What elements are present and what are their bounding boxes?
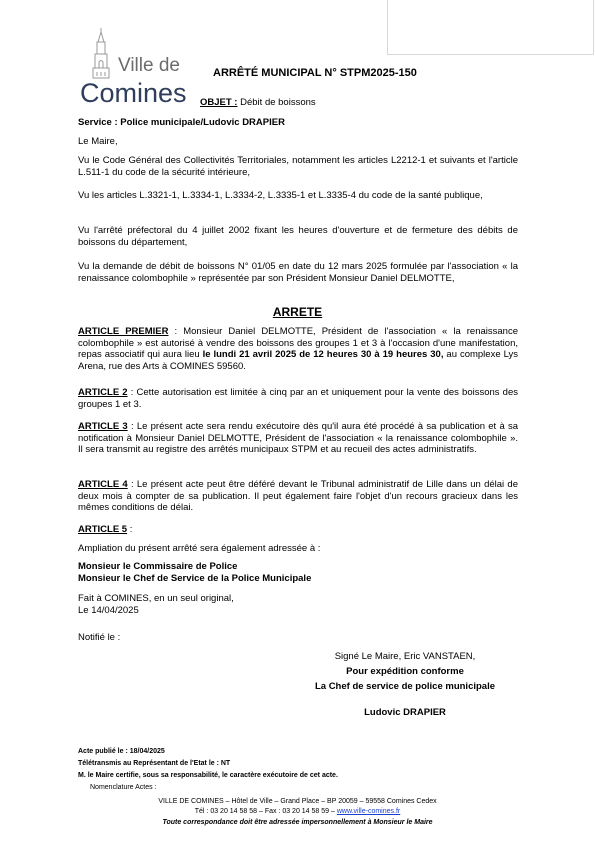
le-maire: Le Maire, <box>78 136 118 147</box>
article-5 <box>78 524 518 536</box>
vu-paragraph-2: Vu les articles L.3321-1, L.3334-1, L.3334-2, L.3335-1 et L.3335-4 du code de la santé publique, <box>78 190 483 201</box>
objet-line <box>200 97 316 108</box>
article-1-label: ARTICLE PREMIER <box>78 326 169 337</box>
article-1-text: : Monsieur Daniel DELMOTTE, Président de l'association « la renaissance colombophile » est autorisé à vendre des boissons des groupes 1 et 3 à l'occasion d'une manifestation, repas associatif qui aura lieu <box>78 326 518 360</box>
article-2 <box>78 387 518 410</box>
logo-text-comines: Comines <box>80 78 187 108</box>
objet-text: Débit de boissons <box>237 97 316 108</box>
signature-block <box>300 649 510 720</box>
ampliation-text: Ampliation du présent arrêté sera également adressée à : <box>78 543 321 554</box>
article-2-text: : Cette autorisation est limitée à cinq par an et uniquement pour la vente des boissons des groupes 1 et 3. <box>78 387 518 410</box>
service-line: Service : Police municipale/Ludovic DRAPIER <box>78 117 285 128</box>
article-1-place: au complexe Lys Arena, rue des Arts à COMINES 59560. <box>78 349 518 372</box>
acte-info-1: Acte publié le : 18/04/2025 <box>78 748 165 755</box>
signature-name: Ludovic DRAPIER <box>364 707 446 718</box>
recipient-1: Monsieur le Commissaire de Police <box>78 561 238 572</box>
vu-paragraph-1: Vu le Code Général des Collectivités Territoriales, notamment les articles L2212-1 et suivants et l'article L.511-1 du code de la sécurité intérieure, <box>78 155 518 178</box>
website-link[interactable]: www.ville-comines.fr <box>336 808 401 815</box>
article-5-text: : <box>127 524 133 535</box>
article-4-label: ARTICLE 4 <box>78 479 128 490</box>
article-4-text: : Le présent acte peut être déféré devant le Tribunal administratif de Lille dans un délai de deux mois à compter de sa publication. Il peut également faire l'objet d'un recours gracieux dans les mêmes conditions de délai. <box>78 479 518 513</box>
fait-date: Le 14/04/2025 <box>78 605 139 616</box>
article-3 <box>78 421 518 456</box>
article-1 <box>78 326 518 372</box>
footer-phone: Tél : 03 20 14 58 58 – Fax : 03 20 14 58 59 – <box>194 808 337 815</box>
article-3-label: ARTICLE 3 <box>78 421 128 432</box>
stamp-box <box>387 0 594 55</box>
vu-paragraph-3: Vu l'arrêté préfectoral du 4 juillet 2002 fixant les heures d'ouverture et de fermeture des débits de boissons du département, <box>78 225 518 248</box>
arrete-heading: ARRETE <box>272 305 323 319</box>
article-2-label: ARTICLE 2 <box>78 387 128 398</box>
footer-line-2 <box>0 807 595 817</box>
document-title: ARRÊTÉ MUNICIPAL N° STPM2025-150 <box>213 67 417 79</box>
vu-paragraph-4: Vu la demande de débit de boissons N° 01/05 en date du 12 mars 2025 formulée par l'association « la renaissance colombophile » représentée par son Président Monsieur Daniel DELMOTTE, <box>78 261 518 284</box>
signature-line-3: La Chef de service de police municipale <box>314 681 496 692</box>
logo-text-ville-de: Ville de <box>118 55 180 76</box>
article-4 <box>78 479 518 514</box>
article-5-label: ARTICLE 5 <box>78 524 128 535</box>
fait-a: Fait à COMINES, en un seul original, <box>78 593 234 604</box>
acte-info-3: M. le Maire certifie, sous sa responsabilité, le caractère exécutoire de cet acte. <box>78 772 338 779</box>
footer-line-3: Toute correspondance doit être adressée impersonnellement à Monsieur le Maire <box>162 819 433 826</box>
footer-line-1: VILLE DE COMINES – Hôtel de Ville – Grand Place – BP 20059 – 59558 Comines Cedex <box>158 798 437 805</box>
signature-line-2: Pour expédition conforme <box>346 666 464 677</box>
article-1-date: le lundi 21 avril 2025 de 12 heures 30 à 19 heures 30, <box>202 349 444 360</box>
recipient-2: Monsieur le Chef de Service de la Police Municipale <box>78 573 312 584</box>
acte-info-4: Nomenclature Actes : <box>90 784 157 791</box>
acte-info-2: Télétransmis au Représentant de l'Etat le : NT <box>78 760 231 767</box>
notifie-le: Notifié le : <box>78 632 121 643</box>
objet-label: OBJET : <box>200 97 238 108</box>
signature-line-1: Signé Le Maire, Eric VANSTAEN, <box>334 651 476 662</box>
article-3-text: : Le présent acte sera rendu exécutoire dès qu'il aura été procédé à sa publication et à sa notification à Monsieur Daniel DELMOTTE, Président de l'association « la renaissance colombophile ». Il sera transmit au registre des arrêtés municipaux STPM et au recueil des actes administratifs. <box>78 421 518 455</box>
